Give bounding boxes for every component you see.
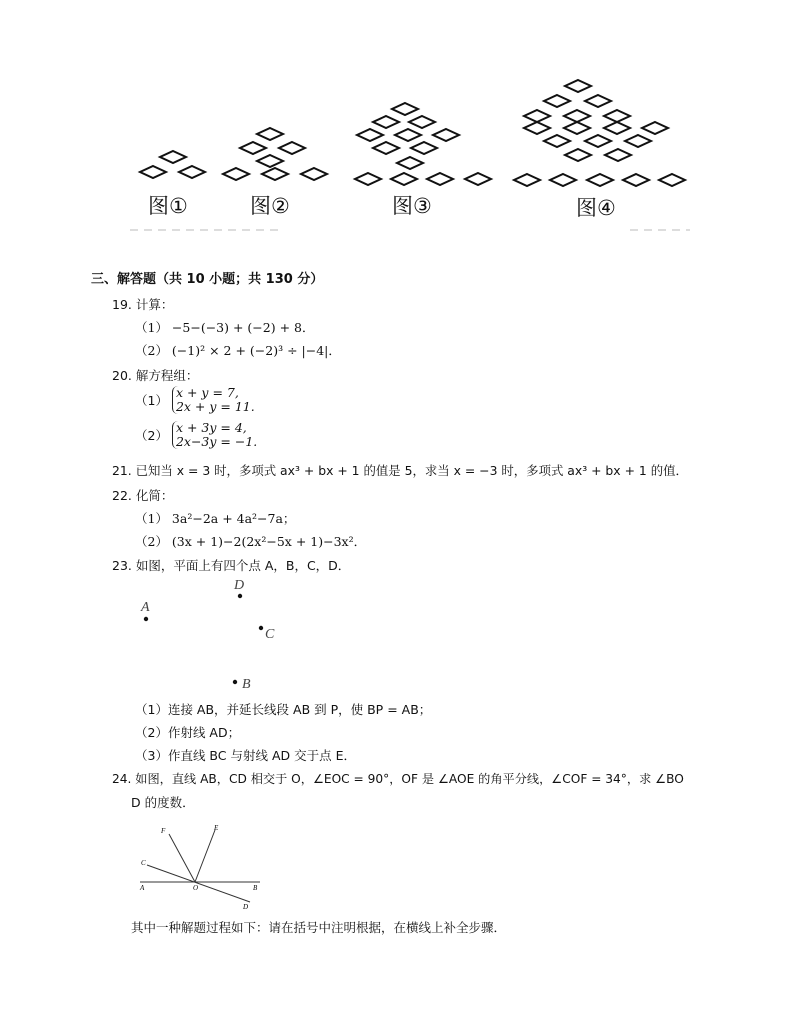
figure-label-4: 图④ xyxy=(576,196,616,220)
q19-part1: （1） −5−(−3) + (−2) + 8． xyxy=(135,320,315,335)
point-a xyxy=(144,617,148,621)
q20-part1-label: （1） xyxy=(135,393,168,408)
point-c xyxy=(259,626,263,630)
diamond-shape xyxy=(524,122,550,134)
q20-part2 xyxy=(135,421,257,449)
q22-part2: （2） (3x + 1)−2(2x²−5x + 1)−3x²． xyxy=(135,534,367,549)
figure-label-2: 图② xyxy=(250,194,290,218)
q20-part1 xyxy=(135,386,255,414)
diamond-shape xyxy=(392,103,418,115)
diamond-shape xyxy=(355,173,381,185)
label-d: D xyxy=(243,903,249,910)
diamond-shape xyxy=(544,95,570,107)
diamond-shape xyxy=(465,173,491,185)
q23-part3: （3）作直线 BC 与射线 AD 交于点 E． xyxy=(135,748,356,763)
equation-system-2 xyxy=(172,421,257,449)
q23-stem: 23. 如图，平面上有四个点 A，B，C，D． xyxy=(112,558,351,573)
q24-footer: 其中一种解题过程如下：请在括号中注明根据，在横线上补全步骤． xyxy=(131,920,507,935)
diamond-shape xyxy=(409,116,435,128)
diamond-shape xyxy=(564,122,590,134)
diamond-shape xyxy=(262,168,288,180)
diamond-shape xyxy=(240,142,266,154)
diamond-shape xyxy=(565,149,591,161)
diamond-shape xyxy=(257,155,283,167)
q22-part1: （1） 3a²−2a + 4a²−7a； xyxy=(135,511,296,526)
diamond-shape xyxy=(427,173,453,185)
label-e: E xyxy=(214,824,219,832)
line-cd xyxy=(147,865,250,902)
q24-angle-figure xyxy=(135,820,275,910)
q22-stem: 22. 化简： xyxy=(112,488,174,503)
q24-line2: D 的度数． xyxy=(131,795,195,810)
q23-part1: （1）连接 AB，并延长线段 AB 到 P，使 BP = AB； xyxy=(135,702,432,717)
label-c: C xyxy=(265,627,275,642)
equation-system-1 xyxy=(172,386,255,414)
diamond-shape xyxy=(357,129,383,141)
diamond-shape xyxy=(623,174,649,186)
figure-label-3: 图③ xyxy=(392,194,432,218)
q20-stem: 20. 解方程组： xyxy=(112,368,199,383)
diamond-shape xyxy=(605,149,631,161)
diamond-shape xyxy=(433,129,459,141)
label-c: C xyxy=(141,859,146,867)
diamond-shape xyxy=(257,128,283,140)
diamond-shape xyxy=(564,110,590,122)
q19-stem: 19. 计算： xyxy=(112,297,174,312)
diamond-shape xyxy=(279,142,305,154)
diamond-shape xyxy=(587,174,613,186)
diamond-shape xyxy=(391,173,417,185)
diamond-shape xyxy=(514,174,540,186)
point-d xyxy=(238,594,242,598)
diamond-shape xyxy=(160,151,186,163)
ray-oe xyxy=(195,830,215,882)
diamond-shape xyxy=(642,122,668,134)
q20-p1-eq1: x + y = 7, xyxy=(175,385,239,400)
section-title: 三、解答题（共 10 小题；共 130 分） xyxy=(91,272,324,287)
diamond-shape xyxy=(585,95,611,107)
diamond-shape xyxy=(301,168,327,180)
q21-text: 21. 已知当 x = 3 时，多项式 ax³ + bx + 1 的值是 5，求当 x = −3 时，多项式 ax³ + bx + 1 的值． xyxy=(112,463,688,478)
diamond-shape xyxy=(411,142,437,154)
q19-part2: （2） (−1)² × 2 + (−2)³ ÷ |−4|． xyxy=(135,343,341,358)
diamond-shape xyxy=(565,80,591,92)
diamond-shape xyxy=(524,110,550,122)
q20-part2-label: （2） xyxy=(135,428,168,443)
diamond-shape xyxy=(223,168,249,180)
label-b: B xyxy=(253,884,258,892)
label-f: F xyxy=(161,827,166,835)
pattern-3 xyxy=(355,103,491,185)
diamond-shape xyxy=(544,135,570,147)
diamond-shape xyxy=(604,110,630,122)
label-o: O xyxy=(193,884,199,892)
q23-part2: （2）作射线 AD； xyxy=(135,725,241,740)
diamond-shape xyxy=(585,135,611,147)
pattern-4 xyxy=(514,80,685,186)
diamond-shape xyxy=(659,174,685,186)
diamond-shape xyxy=(625,135,651,147)
label-d: D xyxy=(234,578,245,593)
q20-p2-eq1: x + 3y = 4, xyxy=(175,420,247,435)
diamond-shape xyxy=(373,116,399,128)
q20-p1-eq2: 2x + y = 11. xyxy=(175,399,255,414)
q24-line1: 24. 如图，直线 AB，CD 相交于 O，∠EOC = 90°，OF 是 ∠AOE 的角平分线，∠COF = 34°，求 ∠BO xyxy=(112,772,684,786)
label-b: B xyxy=(242,677,251,692)
figure-label-1: 图① xyxy=(148,194,188,218)
diamond-shape xyxy=(140,166,166,178)
diamond-shape xyxy=(397,157,423,169)
diamond-shape xyxy=(550,174,576,186)
diamond-shape xyxy=(179,166,205,178)
label-a: A xyxy=(140,884,145,892)
pattern-2 xyxy=(223,128,327,180)
label-a: A xyxy=(141,600,150,615)
diamond-shape xyxy=(395,129,421,141)
diamond-shape xyxy=(604,122,630,134)
point-b xyxy=(233,680,237,684)
pattern-1 xyxy=(140,151,205,178)
q23-points-figure xyxy=(130,575,290,695)
q20-p2-eq2: 2x−3y = −1. xyxy=(175,434,258,449)
diamond-shape xyxy=(373,142,399,154)
